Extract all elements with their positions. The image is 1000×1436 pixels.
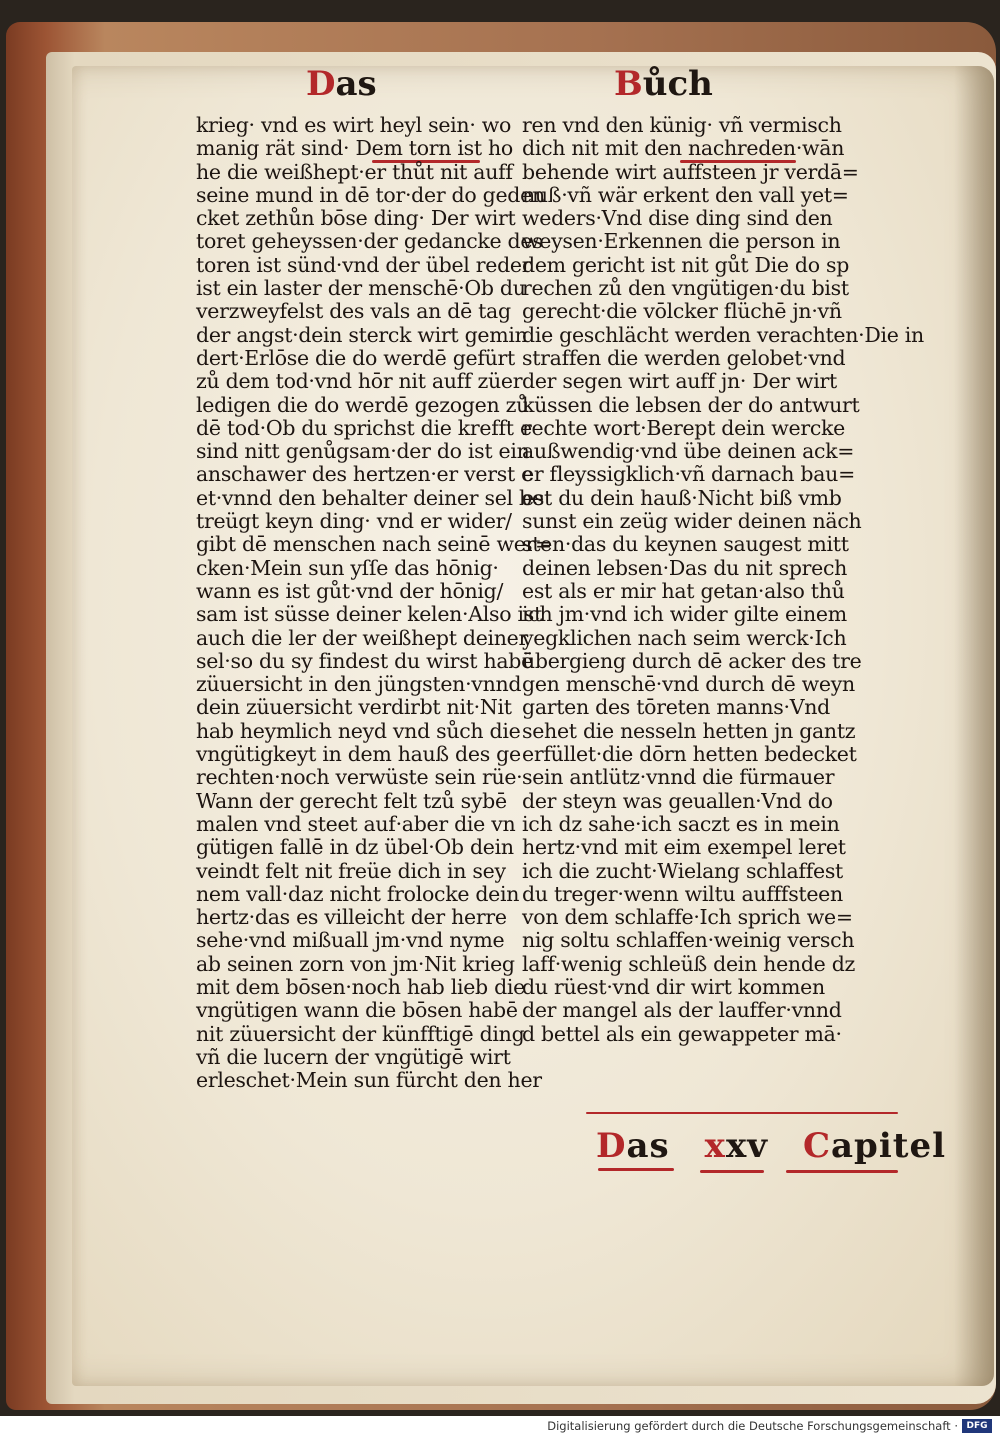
- text-line: Wann der gerecht felt tzů sybē: [196, 788, 507, 813]
- text-line: est du dein hauß·Nicht biß vmb: [522, 485, 842, 510]
- text-line: dem gericht ist nit gůt Die do sp: [522, 252, 850, 277]
- running-head-left-text: Das: [306, 64, 377, 104]
- text-column-right: [522, 113, 924, 1046]
- text-line: sehe·vnd mißuall jm·vnd nyme: [196, 928, 505, 953]
- chapter-rule-top: [586, 1112, 898, 1114]
- chapter-heading-text: Das xxv Capitel: [596, 1126, 947, 1166]
- text-line: sind nitt genůgsam·der do ist ein: [196, 439, 530, 464]
- text-line: von dem schlaffe·Ich sprich we=: [522, 905, 853, 930]
- text-line: verzweyfelst des vals an dē tag: [196, 299, 511, 324]
- text-line: außwendig·vnd übe deinen ack=: [522, 439, 855, 464]
- text-line: rechten·noch verwüste sein rüe·: [196, 765, 523, 790]
- text-line: der steyn was geuallen·Vnd do: [522, 788, 833, 813]
- digitization-footer: [0, 1416, 1000, 1436]
- text-line: rechte wort·Berept dein wercke: [522, 415, 845, 440]
- text-line: weysen·Erkennen die person in: [522, 229, 841, 254]
- text-line: ren vnd den künig· vñ vermisch: [522, 113, 842, 137]
- text-line: weders·Vnd dise ding sind den: [522, 206, 833, 231]
- text-line: dē tod·Ob du sprichst die krefft e: [196, 415, 532, 440]
- chapter-rule-xxv: [700, 1170, 764, 1173]
- dfg-logo-icon: DFG: [962, 1419, 992, 1433]
- text-line: zů dem tod·vnd hōr nit auff züer: [196, 369, 523, 394]
- running-head-right: [614, 64, 713, 104]
- text-line: krieg· vnd es wirt heyl sein· wo: [196, 113, 512, 137]
- running-head-right-text: Bůch: [614, 64, 713, 104]
- text-line: ich jm·vnd ich wider gilte einem: [522, 602, 847, 627]
- text-line: hertz·das es villeicht der herre: [196, 905, 507, 930]
- text-line: toret geheyssen·der gedancke des: [196, 229, 543, 254]
- text-line: behende wirt auffsteen jr verdā=: [522, 159, 859, 184]
- text-line: züuersicht in den jüngsten·vnnd: [196, 672, 522, 697]
- text-line: et·vnnd den behalter deiner sel be: [196, 485, 544, 510]
- text-line: der mangel als der lauffer·vnnd: [522, 998, 842, 1023]
- chapter-rule-das: [598, 1168, 674, 1171]
- text-line: nuß·vñ wär erkent den vall yet=: [522, 182, 849, 207]
- text-line: sten·das du keynen saugest mitt: [522, 532, 849, 557]
- text-line: ledigen die do werdē gezogen zů: [196, 392, 529, 417]
- text-line: erleschet·Mein sun fürcht den her: [196, 1068, 542, 1093]
- text-line: küssen die lebsen der do antwurt: [522, 392, 860, 417]
- text-line: veindt felt nit freüe dich in sey: [196, 858, 506, 883]
- text-line: garten des tōreten manns·Vnd: [522, 695, 830, 720]
- text-line: gerecht·die vōlcker flüchē jn·vñ: [522, 299, 842, 324]
- text-line: ich dz sahe·ich saczt es in mein: [522, 811, 840, 836]
- text-line: cken·Mein sun yſſe das hōnig·: [196, 555, 499, 580]
- text-line: d bettel als ein gewappeter mā·: [522, 1021, 842, 1046]
- text-column-left: [196, 114, 552, 1092]
- text-line: seine mund in dē tor·der do geden: [196, 182, 545, 207]
- text-line: ab seinen zorn von jm·Nit krieg: [196, 951, 515, 976]
- text-line: die geschlächt werden verachten·Die in: [522, 322, 924, 347]
- text-line: sein antlütz·vnnd die fürmauer: [522, 765, 835, 790]
- text-line: der segen wirt auff jn· Der wirt: [522, 369, 837, 394]
- text-line: sel·so du sy findest du wirst habē: [196, 648, 533, 673]
- text-line: toren ist sünd·vnd der übel reder: [196, 252, 532, 277]
- chapter-rule-capitel: [786, 1170, 898, 1173]
- running-head-left: [306, 64, 377, 104]
- text-line: dich nit mit den nachreden·wān: [522, 136, 845, 161]
- text-line: ist ein laster der menschē·Ob du: [196, 276, 526, 301]
- text-line: erfüllet·die dōrn hetten bedecket: [522, 742, 857, 767]
- text-line: sunst ein zeüg wider deinen näch: [522, 509, 862, 534]
- text-line: vngütigkeyt in dem hauß des ge: [196, 742, 521, 767]
- text-line: treügt keyn ding· vnd er wider/: [196, 509, 512, 534]
- text-line: hertz·vnd mit eim exempel leret: [522, 835, 846, 860]
- text-line: dert·Erlōse die do werdē gefürt: [196, 345, 515, 370]
- text-line: nig soltu schlaffen·weinig versch: [522, 928, 855, 953]
- text-line: yegklichen nach seim werck·Ich: [522, 625, 847, 650]
- text-line: wann es ist gůt·vnd der hōnig/: [196, 578, 504, 603]
- text-line: manig rät sind· Dem torn ist ho: [196, 136, 513, 161]
- text-line: straffen die werden gelobet·vnd: [522, 345, 846, 370]
- text-line: sehet die nesseln hetten jn gantz: [522, 718, 856, 743]
- text-line: du rüest·vnd dir wirt kommen: [522, 974, 825, 999]
- text-line: gen menschē·vnd durch dē weyn: [522, 672, 855, 697]
- text-line: nit züuersicht der künfftigē ding: [196, 1021, 525, 1046]
- text-line: laff·wenig schleüß dein hende dz: [522, 951, 856, 976]
- text-line: er fleyssigklich·vñ darnach bau=: [522, 462, 855, 487]
- text-line: gibt dē menschen nach seinē wer=: [196, 532, 552, 557]
- text-line: deinen lebsen·Das du nit sprech: [522, 555, 848, 580]
- text-line: malen vnd steet auf·aber die vn: [196, 811, 516, 836]
- text-line: vñ die lucern der vngütigē wirt: [196, 1044, 511, 1069]
- gutter-shadow: [954, 66, 994, 1386]
- text-line: ich die zucht·Wielang schlaffest: [522, 858, 843, 883]
- text-line: auch die ler der weißhept deiner: [196, 625, 529, 650]
- text-line: rechen zů den vngütigen·du bist: [522, 276, 849, 301]
- text-line: du treger·wenn wiltu aufffsteen: [522, 881, 843, 906]
- text-line: anschawer des hertzen·er verst e: [196, 462, 533, 487]
- footer-credit: Digitalisierung gefördert durch die Deutsche Forschungsgemeinschaft ·: [547, 1419, 958, 1433]
- chapter-heading: [596, 1126, 946, 1166]
- text-line: mit dem bōsen·noch hab lieb die: [196, 974, 526, 999]
- text-line: he die weißhept·er thůt nit auff: [196, 159, 513, 184]
- text-line: nem vall·daz nicht frolocke dein: [196, 881, 520, 906]
- text-line: hab heymlich neyd vnd sůch die: [196, 718, 521, 743]
- text-line: gütigen fallē in dz übel·Ob dein: [196, 835, 514, 860]
- text-line: übergieng durch dē acker des tre: [522, 648, 862, 673]
- text-line: der angst·dein sterck wirt gemin: [196, 322, 528, 347]
- text-line: est als er mir hat getan·also thů: [522, 578, 845, 603]
- text-line: dein züuersicht verdirbt nit·Nit: [196, 695, 512, 720]
- text-line: cket zethůn bōse ding· Der wirt: [196, 206, 516, 231]
- text-line: sam ist süsse deiner kelen·Also ist: [196, 602, 542, 627]
- text-line: vngütigen wann die bōsen habē: [196, 998, 518, 1023]
